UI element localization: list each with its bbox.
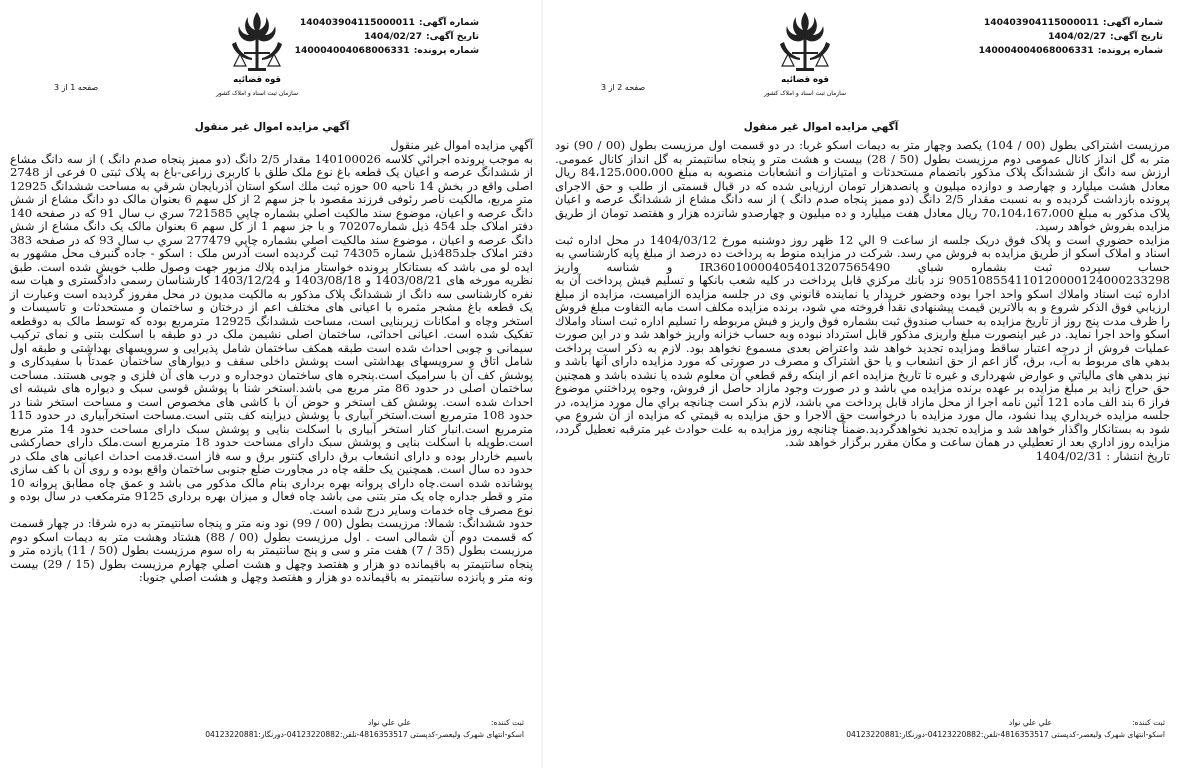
paragraph: مزايده حضوري است و پلاک فوق دريک جلسه از ساعت 9 الي 12 ظهر روز دوشنبه مورخ 1404/03/12 در محل اداره ثبت اسناد و املاک اسکو از طريق مزايده به فروش مي رسد. شرکت در مزايده منوط به پرداخت ده درصد از مبلغ پايه کارشناسي به حساب سپرده ثبت بشماره شباي IR360100004054013207565490 و شناسه واريز 905108554110120000124000233298 نزد بانك مركزي قابل پرداخت در كليه شعب بانکها و تسليم فيش پرداخت آن به اداره ثبت اسناد واملاك اسکو واحد اجرا بوده وحضور خريدار يا نماينده قانوني وی در جلسه مزايده الزاميست، مزايده از مبلغ ارزيابي فوق الذكر شروع و به بالاترين قيمت پيشنهادی نقداً فروخته مي شود، برنده مزايده مكلف است مابه التفاوت مبلغ فروش را ظرف مدت پنج روز از تاريخ مزايده به حساب صندوق ثبت بشماره فوق واريز و فيش مربوطه را تسليم اداره ثبت اسناد واملاك اسکو واحد اجرا نمايد. در غير اينصورت مبلغ واريزی مذكور قابل استرداد نبوده وبه حساب خزانه واريز خواهد شد و در اين صورت عمليات فروش از درجه اعتبار ساقط ومزايده تجديد خواهد شد واعتراض بعدی مسموع نخواهد بود. لازم به ذكر است پرداخت بدهي های مربوط به آب، برق، گاز اعم از حق انشعاب و يا حق اشتراک و مصرف در صورتی که مورد مزايده دارای آنها باشد و نيز بدهي های مالياتي و عوارض شهرداری و غيره تا تاريخ مزايده اعم از اينكه رقم قطعي آن معلوم شده يا نشده باشد و همچنين حق حراج زايد بر مبلغ مزايده بر عهده برنده مزايده مي باشد و در صورت وجود مازاد حاصل از فروش، وجوه پرداختني موضوع فراز 6 بند الف ماده 121 آئين نامه اجرا از محل مازاد قابل پرداخت مي باشد، لازم بذكر است چنانچه براي مال مورد مزايده، در جلسه مزايده خريداري پيدا نشود، مال مورد مزايده با درخواست حق الاجرا و حق مزايده به قيمتي كه مزايده از آن شروع مي شود به بستانكار واگذار خواهد شد و مزايده تجديد نخواهدگرديد.ضمناً چنانچه روز مزايده به علت حوادث غير مترقبه تعطيل گردد، مزايده روز اداري بعد از تعطيلي در همان ساعت و مكان مقرر برگزار خواهد شد. (555, 232, 1171, 449)
signature-block (555, 717, 1165, 741)
ad-date-label: تاریخ آگهی: (1110, 31, 1163, 42)
file-number-label: شماره پرونده: (1097, 45, 1163, 56)
page-number: صفحه 1 از 3 (54, 83, 99, 92)
file-number: 140004004068006331 (294, 45, 410, 56)
ad-number: 140403904115000011 (983, 17, 1099, 28)
ad-number-row (295, 16, 479, 30)
file-number: 140004004068006331 (978, 45, 1094, 56)
ad-date-label: تاریخ آگهی: (426, 31, 479, 42)
ad-meta (295, 16, 479, 58)
ad-body (10, 139, 533, 585)
signer-row (14, 717, 524, 729)
ad-number-row (979, 16, 1163, 30)
paragraph: مرزیست اشتراکی بطول (00 / 104) یکصد وچهار متر به دیمات اسکو غربا: در دو قسمت اول مرزیست بطول (00 / 90) نود متر به گل انداز کانال عمومی دوم مرزیست بطول (50 / 28) بیست و هشت متر و پنجاه سانتیمتر به گل انداز کانال عمومی. ارزش سه دانگ از ششدانگ پلاک مذکور باتضمام مستحدثات و امتیازات و انشعابات منصوبه به مبلغ 84،125،000،000 ريال معادل هشت ميليارد و چهارصد و دوازده ميليون و پانصدهزار تومان ارزیابی شده که در قبال قسمتی از طلب و حق الاجرای پرونده بازداشت گرديده و به نسبت مقدار 2/5 دانگ (دو مميز پنجاه صدم دانگ ) از سه دانگ مشاع از ششدانگ عرصه و اعيان پلاک مذکور به مبلغ 70،104،167،000 ريال معادل هفت ميليارد و ده ميليون و چهارصدو شانزده هزار و هفتصد تومان از طريق مزايده بفروش خواهد رسيد. (555, 138, 1171, 233)
paragraph: به موجب پرونده اجرائي كلاسه 140100026 مقدار 2/5 دانگ (دو مميز پنجاه صدم دانگ ) از سه دانگ مشاع از ششدانگ عرصه و اعيان يک قطعه باغ نوع ملک طلق با کاربری زراعی-باغ به پلاک ثبتی 0 فرعی از 2748 اصلی واقع در بخش 14 ناحيه 00 حوزه ثبت ملك اسکو استان آذربايجان شرقي به مساحت ششدانگ 12925 متر مربع، مالکیت ناصر رئوفی فرزند مقصود با جز سهم 2 از کل سهم 6 بعنوان مالک دو دانگ مشاع از شش دانگ عرصه و اعيان، موضوع سند مالكيت اصلي بشماره چاپي 721585 سري ب سال 91 که در صفحه 140 دفتر املاک جلد 454 ذیل شماره70207 و با جز سهم 1 از کل سهم 6 بعنوان مالک یک دانگ مشاع از شش دانگ عرصه و اعيان ، موضوع سند مالكيت اصلي بشماره چاپي 277479 سري ب سال 93 که در صفحه 383 دفتر املاک جلد485ذیل شماره 74305 ثبت گرديده است آدرس ملک : اسکو - جاده گنبرف محل مشهور به ایده لو می باشد که بستانكار پرونده خواستار مزايده پلاك مزبور جهت وصول طلب خويش شده است. طبق نظريه مورخه های 1403/08/21 و 1403/08/18 و 1403/12/24 کارشناسان رسمی دادگستری و هیات سه نفره کارشناسی سه دانگ از ششدانگ پلاک مذکور به مالکیت مدیون در محل مفروز گردیده است وعبارت از یک قطعه باغ مشجر مثمره با اعیانی های مختلف اعم از درختان و ساختمان و مستحدثات و تاسیسات و استخر وچاه و امکانات زیربنایی است، مساحت ششدانگ 12925 مترمربع بوده که توسط مالک به دوقطعه تفکیک شده است. اعیانی احداثی، ساختمان اصلی نشیمن ملک در دو طبقه با اسکلت بتنی و نمای ترکیب سیمانی و چوبی احداث شده است طبقه همکف ساختمان شامل پذیرایی و سرویسهای بهداشتی و طبقه اول شامل اتاق و سرویسهای بهداشتی است پوشش داخلی سقف و دیوارهای ساختمان عمدتاً با سفیدکاری و پوشش کف آن با سرامیک است.پنجره های ساختمان دوجداره و درب های آن فلزی و چوبی هستند. مساحت ساختمان اصلی در حدود 86 متر مربع می باشد.استخر شنا با پوشش قوسی سبک و دیواره های شیشه ای احداث شده است. پوشش کف استخر و حوض آن با کاشی های مخصوص است و مساحت استخر شنا در حدود 108 مترمربع است.استخر آبیاری با پوشش دیزاینه کف بتنی است.مساحت استخرآبیاری در حدود 115 مترمربع است.انبار کنار استخر آبیاری با اسکلت بنایی و پوشش سبک دارای مساحت حدود 14 متر مربع است.طویله با اسکلت بنایی و پوشش سبک دارای مساحت حدود 18 مترمربع است.ملک دارای حصارکشی باسیم خاردار بوده و دارای انشعاب برق دارای کنتور برق و سه فاز است.قدمت احداث اعیانی های ملک در حدود ده سال است. همچنین یک حلقه چاه در مجاورت ضلع جنوبی ساختمان واقع بوده و روی آن با کف سازی پوشانده شده است.چاه دارای پروانه بهره برداری بنام مالک مذکور می باشد و عمق چاه مطابق پروانه 10 متر و قطر جداره چاه یک متر بتنی می باشد چاه فعال و میزان بهره برداری 9125 مترمکعب در سال بوده و نوع مصرف چاه خدمات وسایر درج شده است. (10, 151, 534, 517)
signature-block (14, 717, 524, 741)
ad-date-row (979, 30, 1163, 44)
signer-label: ثبت کننده: (491, 718, 524, 727)
page-1 (0, 0, 540, 768)
file-number-row (979, 44, 1163, 58)
org-name: سازمان ثبت اسناد و املاک کشور (215, 90, 299, 97)
ad-body (555, 139, 1170, 463)
judiciary-label: قوه قضائیه (233, 75, 281, 85)
signer-name: علي علي نواد (367, 718, 411, 727)
ad-meta (979, 16, 1163, 58)
publish-date: تاريخ انتشار : 1404/02/31 (1035, 448, 1170, 463)
office-address: اسکو-انتهای شهرک ولیعصر-کدپستی 4816353517-تلفن:04123220882-دورنگار:04123220881 (205, 730, 524, 739)
org-name: سازمان ثبت اسناد و املاک کشور (763, 90, 847, 97)
signer-name: علي علي نواد (1008, 718, 1052, 727)
ad-date: 1404/02/27 (1048, 31, 1106, 42)
page-number: صفحه 2 از 3 (601, 83, 646, 92)
judiciary-emblem-icon (763, 8, 847, 100)
judiciary-label: قوه قضائیه (781, 75, 829, 85)
ad-date: 1404/02/27 (364, 31, 422, 42)
office-address: اسکو-انتهای شهرک ولیعصر-کدپستی 4816353517-تلفن:04123220882-دورنگار:04123220881 (846, 730, 1165, 739)
paragraph: آگهي مزايده اموال غير منقول (390, 138, 533, 152)
paragraph: حدود ششدانگ: شمالا: مرزيست بطول (00 / 99) نود ونه متر و پنجاه سانتیمتر به دره شرقا: در چهار قسمت که قسمت دوم آن شمالی است . اول مرزیست بطول (00 / 88) هشتاد وهشت متر به دیمات اسکو دوم مرزیست بطول (35 / 7) هفت متر و سی و پنج سانتیمتر به راه سوم مرزیست بطول (50 / 11) یازده متر و پنجاه سانتیمتر به باقیمانده دو هزار و هفتصد وچهل و هشت اصلي چهارم مرزیست بطول (15 / 29) بيست ونه متر و پانزده سانتیمتر به باقيمانده دو هزار و هفتصد وچهل و هشت اصلي جنوبا: (10, 516, 533, 584)
ad-number-label: شماره آگهی: (418, 17, 479, 28)
page-title: آگهي مزايده اموال غير منقول (194, 121, 350, 133)
signer-row (555, 717, 1165, 729)
signer-label: ثبت کننده: (1132, 718, 1165, 727)
ad-number: 140403904115000011 (299, 17, 415, 28)
ad-number-label: شماره آگهی: (1102, 17, 1163, 28)
page-2 (545, 0, 1179, 768)
file-number-row (295, 44, 479, 58)
page-divider (541, 0, 543, 768)
page-title: آگهي مزايده اموال غير منقول (743, 121, 899, 133)
ad-date-row (295, 30, 479, 44)
file-number-label: شماره پرونده: (413, 45, 479, 56)
judiciary-emblem-icon (215, 8, 299, 100)
